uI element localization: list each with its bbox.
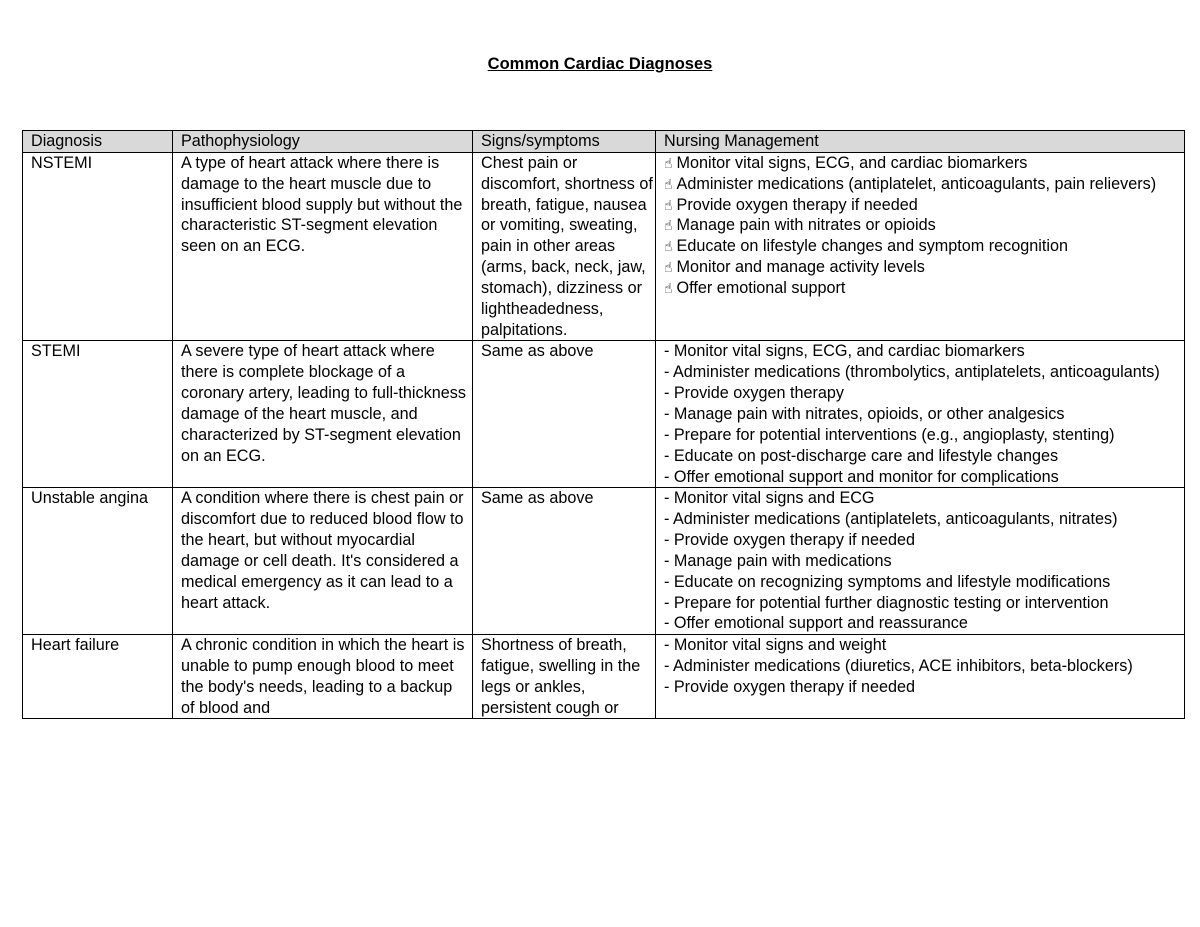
management-item: - Administer medications (thrombolytics, antiplatelets, anticoagulants) [664, 363, 1160, 382]
pathophysiology-cell: A severe type of heart attack where there is complete blockage of a coronary artery, leading to full-thickness damage of the heart muscle, and characterized by ST-segment elevation on an ECG. [173, 341, 473, 488]
diagnoses-table [22, 130, 1185, 719]
management-item: - Offer emotional support and reassurance [664, 614, 968, 633]
header-signs-symptoms: Signs/symptoms [473, 131, 656, 153]
diagnosis-cell: STEMI [23, 341, 173, 488]
management-item: ☝ Monitor and manage activity levels [664, 258, 925, 277]
management-item: - Provide oxygen therapy [664, 384, 844, 403]
management-item: ☝ Monitor vital signs, ECG, and cardiac biomarkers [664, 153, 1028, 172]
management-item: - Manage pain with nitrates, opioids, or other analgesics [664, 404, 1065, 423]
management-cell [656, 635, 1185, 719]
table-header-row [23, 131, 1185, 153]
management-item: ☝ Offer emotional support [664, 278, 846, 297]
hand-pointing-icon: ☝ [664, 217, 673, 234]
management-item: - Administer medications (antiplatelets, anticoagulants, nitrates) [664, 510, 1118, 529]
header-diagnosis: Diagnosis [23, 131, 173, 153]
management-item: - Manage pain with medications [664, 551, 892, 570]
management-item: - Monitor vital signs, ECG, and cardiac biomarkers [664, 342, 1025, 361]
management-item: - Educate on recognizing symptoms and lifestyle modifications [664, 572, 1111, 591]
management-cell [656, 152, 1185, 341]
hand-pointing-icon: ☝ [664, 154, 673, 171]
management-item: - Monitor vital signs and weight [664, 636, 887, 655]
signs-cell: Chest pain or discomfort, shortness of breath, fatigue, nausea or vomiting, sweating, pain in other areas (arms, back, neck, jaw, stomach), dizziness or lightheadedness, palpitations. [473, 152, 656, 341]
table-row [23, 152, 1185, 341]
management-item: - Provide oxygen therapy if needed [664, 677, 916, 696]
management-cell [656, 488, 1185, 635]
hand-pointing-icon: ☝ [664, 196, 673, 213]
signs-cell: Shortness of breath, fatigue, swelling in the legs or ankles, persistent cough or [473, 635, 656, 719]
management-cell [656, 341, 1185, 488]
management-item: ☝ Educate on lifestyle changes and symptom recognition [664, 237, 1068, 256]
management-item: ☝ Provide oxygen therapy if needed [664, 195, 918, 214]
table-row [23, 635, 1185, 719]
diagnosis-cell: Unstable angina [23, 488, 173, 635]
management-item: - Educate on post-discharge care and lifestyle changes [664, 446, 1059, 465]
management-item: - Administer medications (diuretics, ACE inhibitors, beta-blockers) [664, 657, 1133, 676]
signs-cell: Same as above [473, 341, 656, 488]
hand-pointing-icon: ☝ [664, 238, 673, 255]
table-row [23, 488, 1185, 635]
pathophysiology-cell: A type of heart attack where there is damage to the heart muscle due to insufficient blood supply but without the characteristic ST-segment elevation seen on an ECG. [173, 152, 473, 341]
management-item: - Prepare for potential interventions (e.g., angioplasty, stenting) [664, 425, 1115, 444]
header-pathophysiology: Pathophysiology [173, 131, 473, 153]
pathophysiology-cell: A chronic condition in which the heart is unable to pump enough blood to meet the body's needs, leading to a backup of blood and [173, 635, 473, 719]
management-item: ☝ Manage pain with nitrates or opioids [664, 216, 936, 235]
table-row [23, 341, 1185, 488]
document-title: Common Cardiac Diagnoses [487, 55, 713, 73]
management-item: - Offer emotional support and monitor for complications [664, 467, 1059, 486]
header-nursing-management: Nursing Management [656, 131, 1185, 153]
management-item: - Provide oxygen therapy if needed [664, 531, 916, 550]
hand-pointing-icon: ☝ [664, 279, 673, 296]
diagnosis-cell: NSTEMI [23, 152, 173, 341]
management-item: - Monitor vital signs and ECG [664, 489, 875, 508]
diagnosis-cell: Heart failure [23, 635, 173, 719]
management-item: - Prepare for potential further diagnostic testing or intervention [664, 593, 1109, 612]
signs-cell: Same as above [473, 488, 656, 635]
management-item: ☝ Administer medications (antiplatelet, anticoagulants, pain relievers) [664, 174, 1157, 193]
hand-pointing-icon: ☝ [664, 175, 673, 192]
hand-pointing-icon: ☝ [664, 259, 673, 276]
pathophysiology-cell: A condition where there is chest pain or discomfort due to reduced blood flow to the heart, but without myocardial damage or cell death. It's considered a medical emergency as it can lead to a heart attack. [173, 488, 473, 635]
